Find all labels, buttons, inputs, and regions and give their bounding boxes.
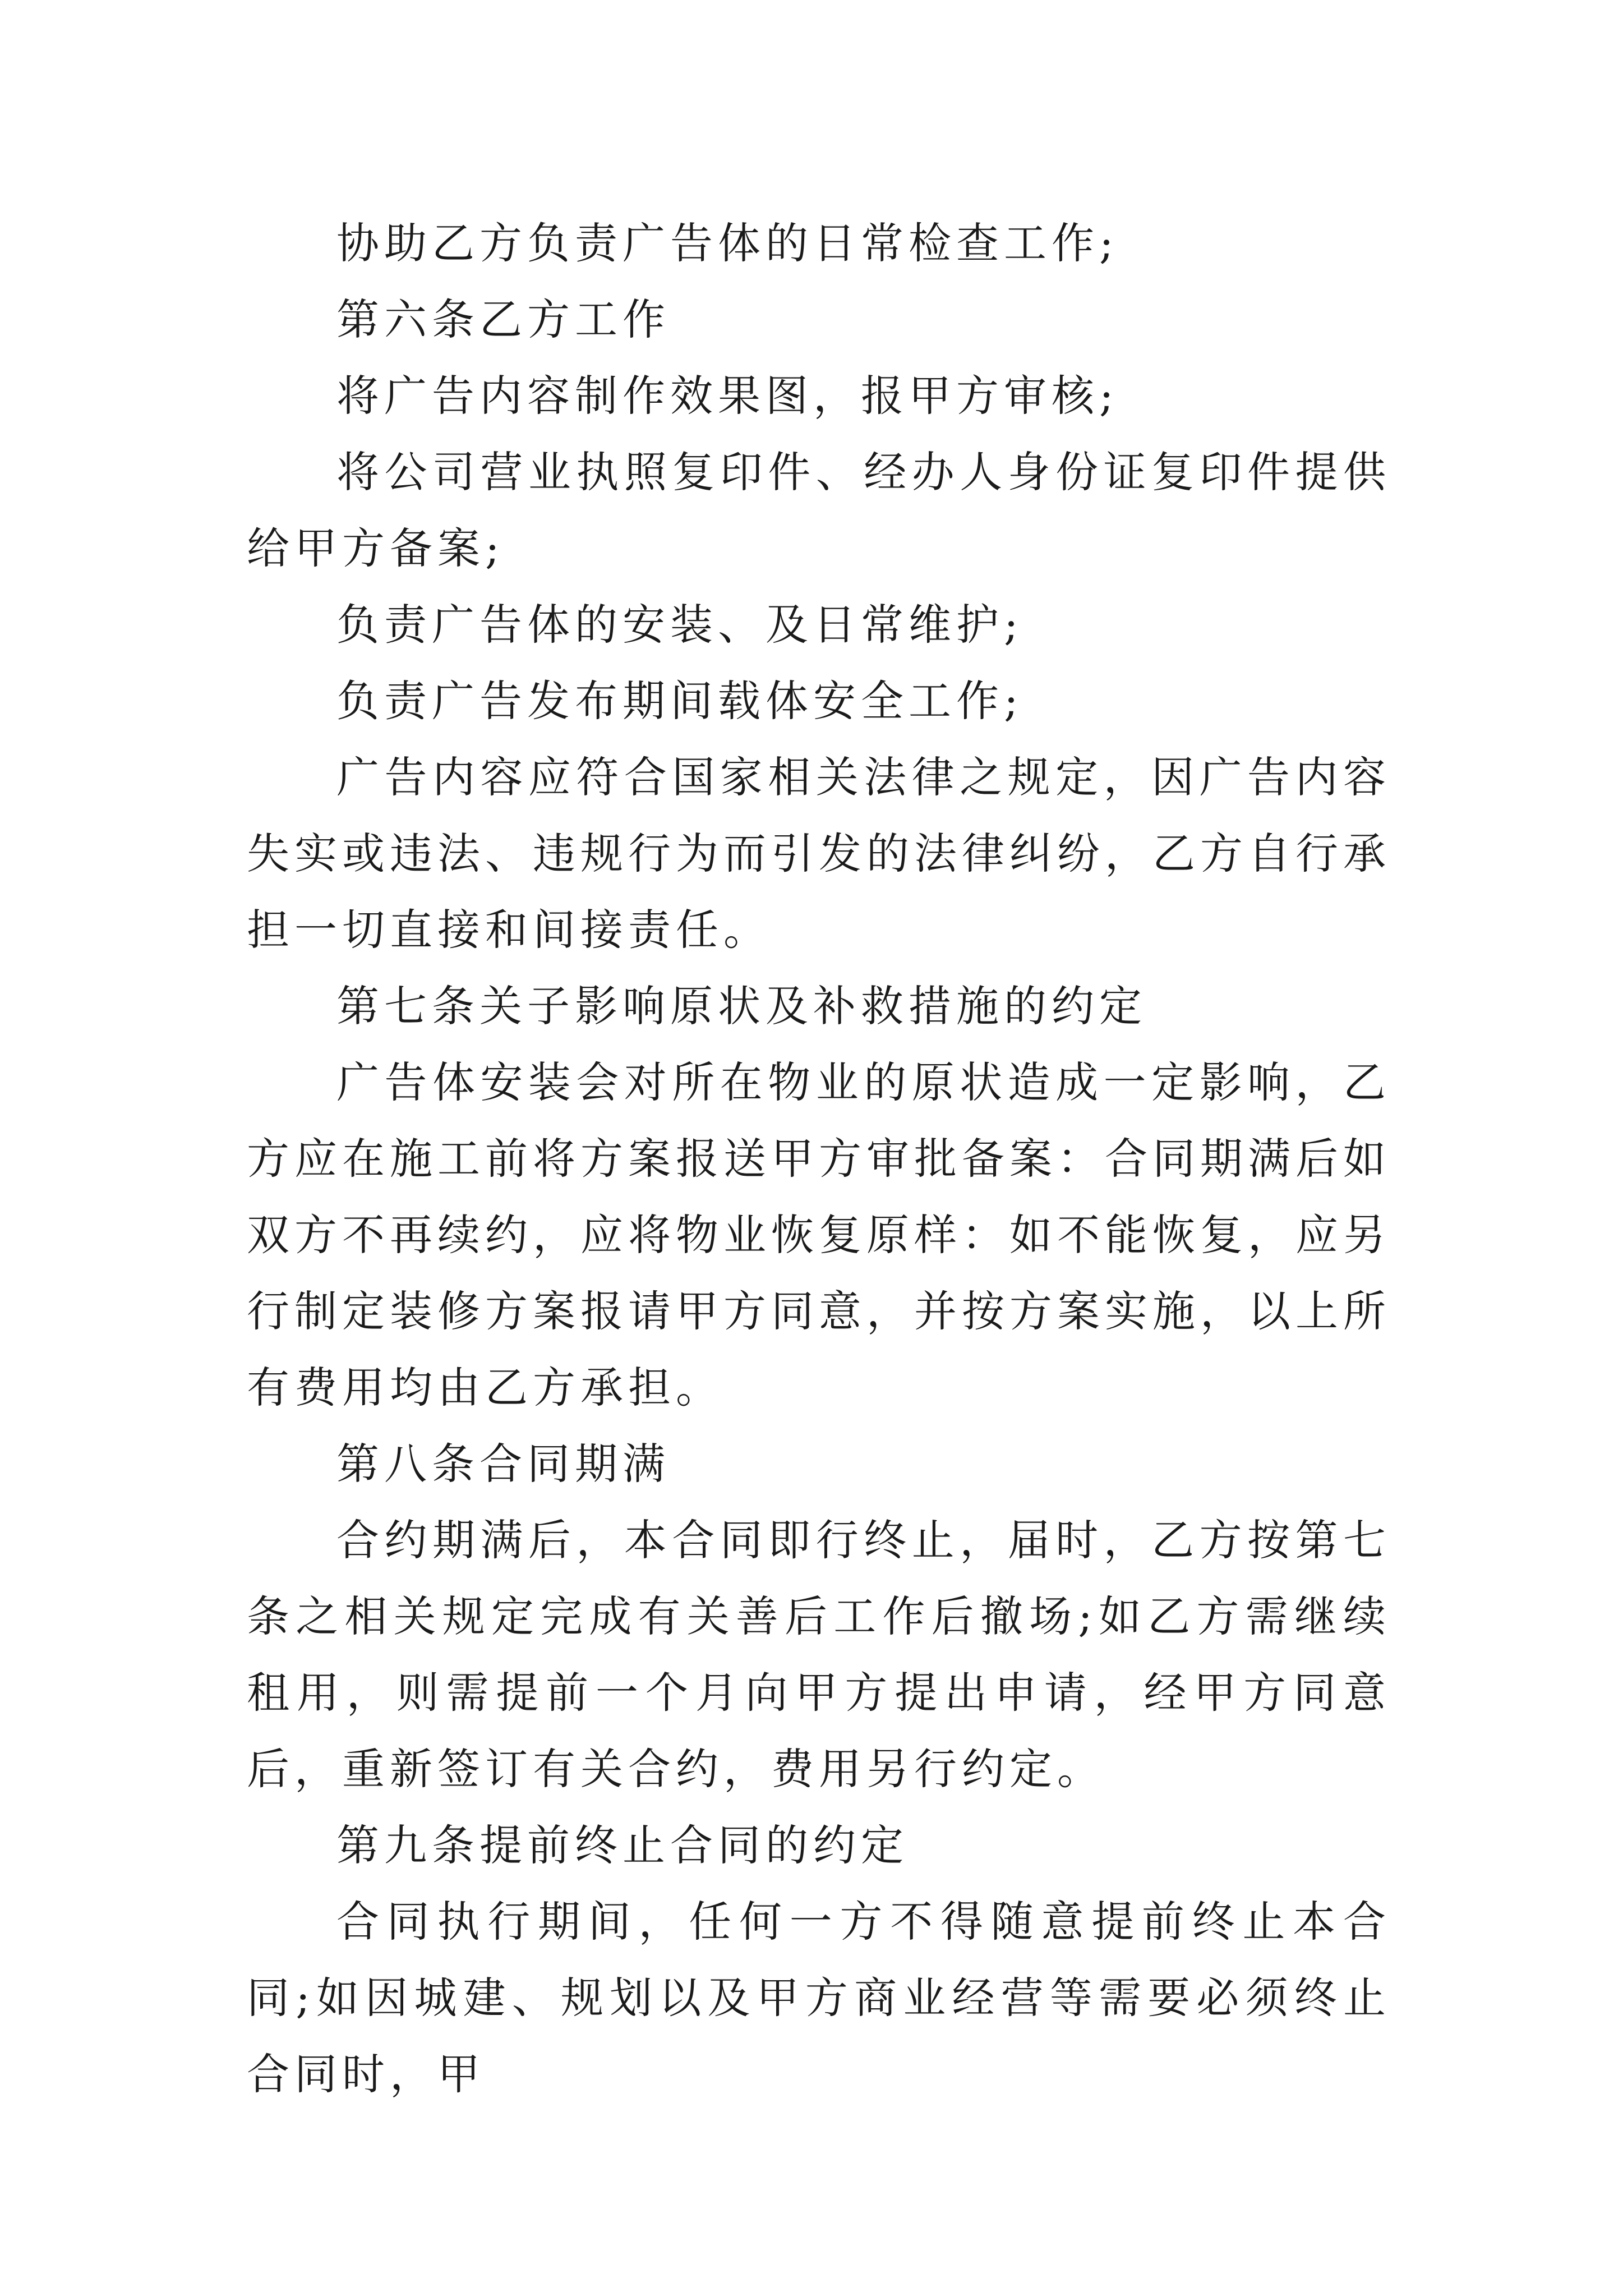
paragraph-legal-compliance: 广告内容应符合国家相关法律之规定，因广告内容失实或违法、违规行为而引发的法律纠纷，乙方自行承担一切直接和间接责任。: [247, 752, 1391, 955]
article-8-heading: 第八条合同期满: [336, 1439, 670, 1489]
paragraph-remedial-measures: 广告体安装会对所在物业的原状造成一定影响，乙方应在施工前将方案报送甲方审批备案：合同期满后如双方不再续约，应将物业恢复原样：如不能恢复，应另行制定装修方案报请甲方同意，并按方案实施，以上所有费用均由乙方承担。: [247, 1057, 1391, 1412]
article-9-heading: 第九条提前终止合同的约定: [336, 1820, 909, 1870]
paragraph-carrier-safety: 负责广告发布期间载体安全工作;: [336, 676, 1023, 726]
paragraph-license-filing: 将公司营业执照复印件、经办人身份证复印件提供给甲方备案;: [247, 447, 1391, 573]
paragraph-inspection-assist: 协助乙方负责广告体的日常检查工作;: [336, 218, 1119, 268]
article-7-heading: 第七条关子影响原状及补救措施的约定: [336, 981, 1147, 1031]
paragraph-early-termination: 合同执行期间，任何一方不得随意提前终止本合同;如因城建、规划以及甲方商业经营等需要必须终止合同时，甲: [247, 1897, 1391, 2099]
paragraph-effect-drawing: 将广告内容制作效果图，报甲方审核;: [336, 371, 1119, 421]
paragraph-contract-expiry: 合约期满后，本合同即行终止，届时，乙方按第七条之相关规定完成有关善后工作后撤场;如乙方需继续租用，则需提前一个月向甲方提出申请，经甲方同意后，重新签订有关合约，费用另行约定。: [247, 1515, 1391, 1794]
paragraph-installation-maintenance: 负责广告体的安装、及日常维护;: [336, 600, 1023, 650]
article-6-heading: 第六条乙方工作: [336, 295, 670, 344]
document-body: [247, 205, 1391, 2113]
